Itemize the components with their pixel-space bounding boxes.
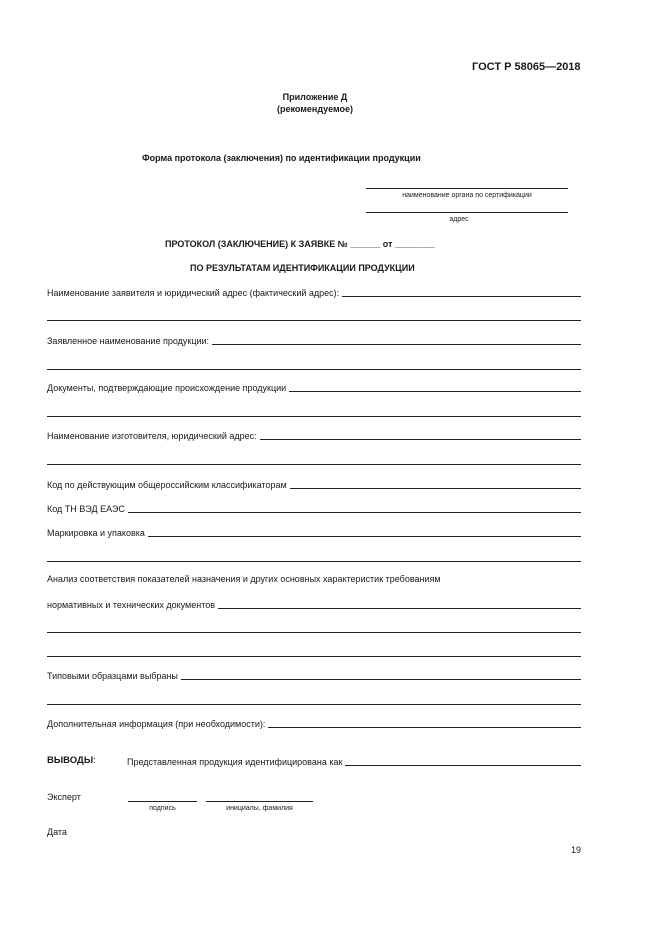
appendix-status: (рекомендуемое) (277, 104, 353, 114)
analysis-extra-line-2[interactable] (47, 656, 581, 657)
marking-extra-line[interactable] (47, 561, 581, 562)
conclusions-field[interactable] (127, 754, 581, 768)
origin-docs-field[interactable] (47, 380, 581, 394)
conclusions-label: ВЫВОДЫ (47, 755, 94, 766)
analysis-field[interactable] (47, 597, 581, 611)
date-label: Дата (47, 827, 67, 837)
manufacturer-extra-line[interactable] (47, 464, 581, 465)
manufacturer-field[interactable] (47, 428, 581, 442)
marking-label: Маркировка и упаковка (47, 528, 145, 538)
expert-label: Эксперт (47, 792, 81, 802)
page-number: 19 (571, 845, 582, 855)
address-line[interactable] (366, 212, 568, 213)
signature-line[interactable] (128, 801, 197, 802)
manufacturer-input-line[interactable] (260, 438, 581, 440)
appendix-title: Приложение Д (282, 92, 348, 102)
conclusions-heading (47, 755, 96, 766)
okpd-code-label: Код по действующим общероссийским классификаторам (47, 480, 287, 490)
applicant-extra-line[interactable] (47, 320, 581, 321)
manufacturer-label: Наименование изготовителя, юридический адрес: (47, 431, 257, 441)
declared-name-field[interactable] (47, 333, 581, 347)
samples-extra-line[interactable] (47, 704, 581, 705)
certification-body-line[interactable] (366, 188, 568, 189)
analysis-input-line[interactable] (218, 607, 581, 609)
analysis-label-line2: нормативных и технических документов (47, 600, 216, 610)
okpd-code-field[interactable] (47, 477, 581, 491)
tnved-code-field[interactable] (47, 501, 581, 515)
name-caption: инициалы, фамилия (226, 805, 293, 812)
analysis-label-line1: Анализ соответствия показателей назначения и других основных характеристик требованиям (47, 574, 441, 584)
samples-label: Типовыми образцами выбраны (47, 671, 178, 681)
name-line[interactable] (206, 801, 313, 802)
tnved-code-input-line[interactable] (128, 511, 581, 513)
address-caption: адрес (449, 216, 469, 223)
tnved-code-label: Код ТН ВЭД ЕАЭС (47, 504, 125, 514)
form-title: Форма протокола (заключения) по идентификации продукции (142, 153, 421, 163)
signature-caption: подпись (149, 805, 176, 812)
analysis-extra-line-1[interactable] (47, 632, 581, 633)
certification-body-caption: наименование органа по сертификации (402, 192, 532, 199)
protocol-title: ПРОТОКОЛ (ЗАКЛЮЧЕНИЕ) К ЗАЯВКЕ № ______ от ________ (165, 239, 435, 249)
declared-name-extra-line[interactable] (47, 369, 581, 370)
protocol-subtitle: ПО РЕЗУЛЬТАТАМ ИДЕНТИФИКАЦИИ ПРОДУКЦИИ (190, 263, 415, 273)
okpd-code-input-line[interactable] (290, 487, 581, 489)
applicant-label: Наименование заявителя и юридический адрес (фактический адрес): (47, 288, 340, 298)
applicant-input-line[interactable] (342, 295, 581, 297)
marking-input-line[interactable] (148, 535, 581, 537)
marking-field[interactable] (47, 525, 581, 539)
origin-docs-input-line[interactable] (289, 390, 581, 392)
declared-name-label: Заявленное наименование продукции: (47, 336, 210, 346)
conclusions-text: Представленная продукция идентифицирована как (127, 757, 343, 767)
conclusions-input-line[interactable] (345, 764, 581, 766)
declared-name-input-line[interactable] (212, 343, 581, 345)
additional-info-label: Дополнительная информация (при необходимости): (47, 719, 266, 729)
applicant-field[interactable] (47, 285, 581, 299)
samples-field[interactable] (47, 668, 581, 682)
additional-info-input-line[interactable] (268, 726, 581, 728)
origin-docs-label: Документы, подтверждающие происхождение продукции (47, 383, 287, 393)
origin-docs-extra-line[interactable] (47, 416, 581, 417)
standard-code: ГОСТ Р 58065—2018 (472, 61, 581, 73)
additional-info-field[interactable] (47, 716, 581, 730)
samples-input-line[interactable] (181, 678, 581, 680)
conclusions-colon: : (93, 755, 96, 766)
